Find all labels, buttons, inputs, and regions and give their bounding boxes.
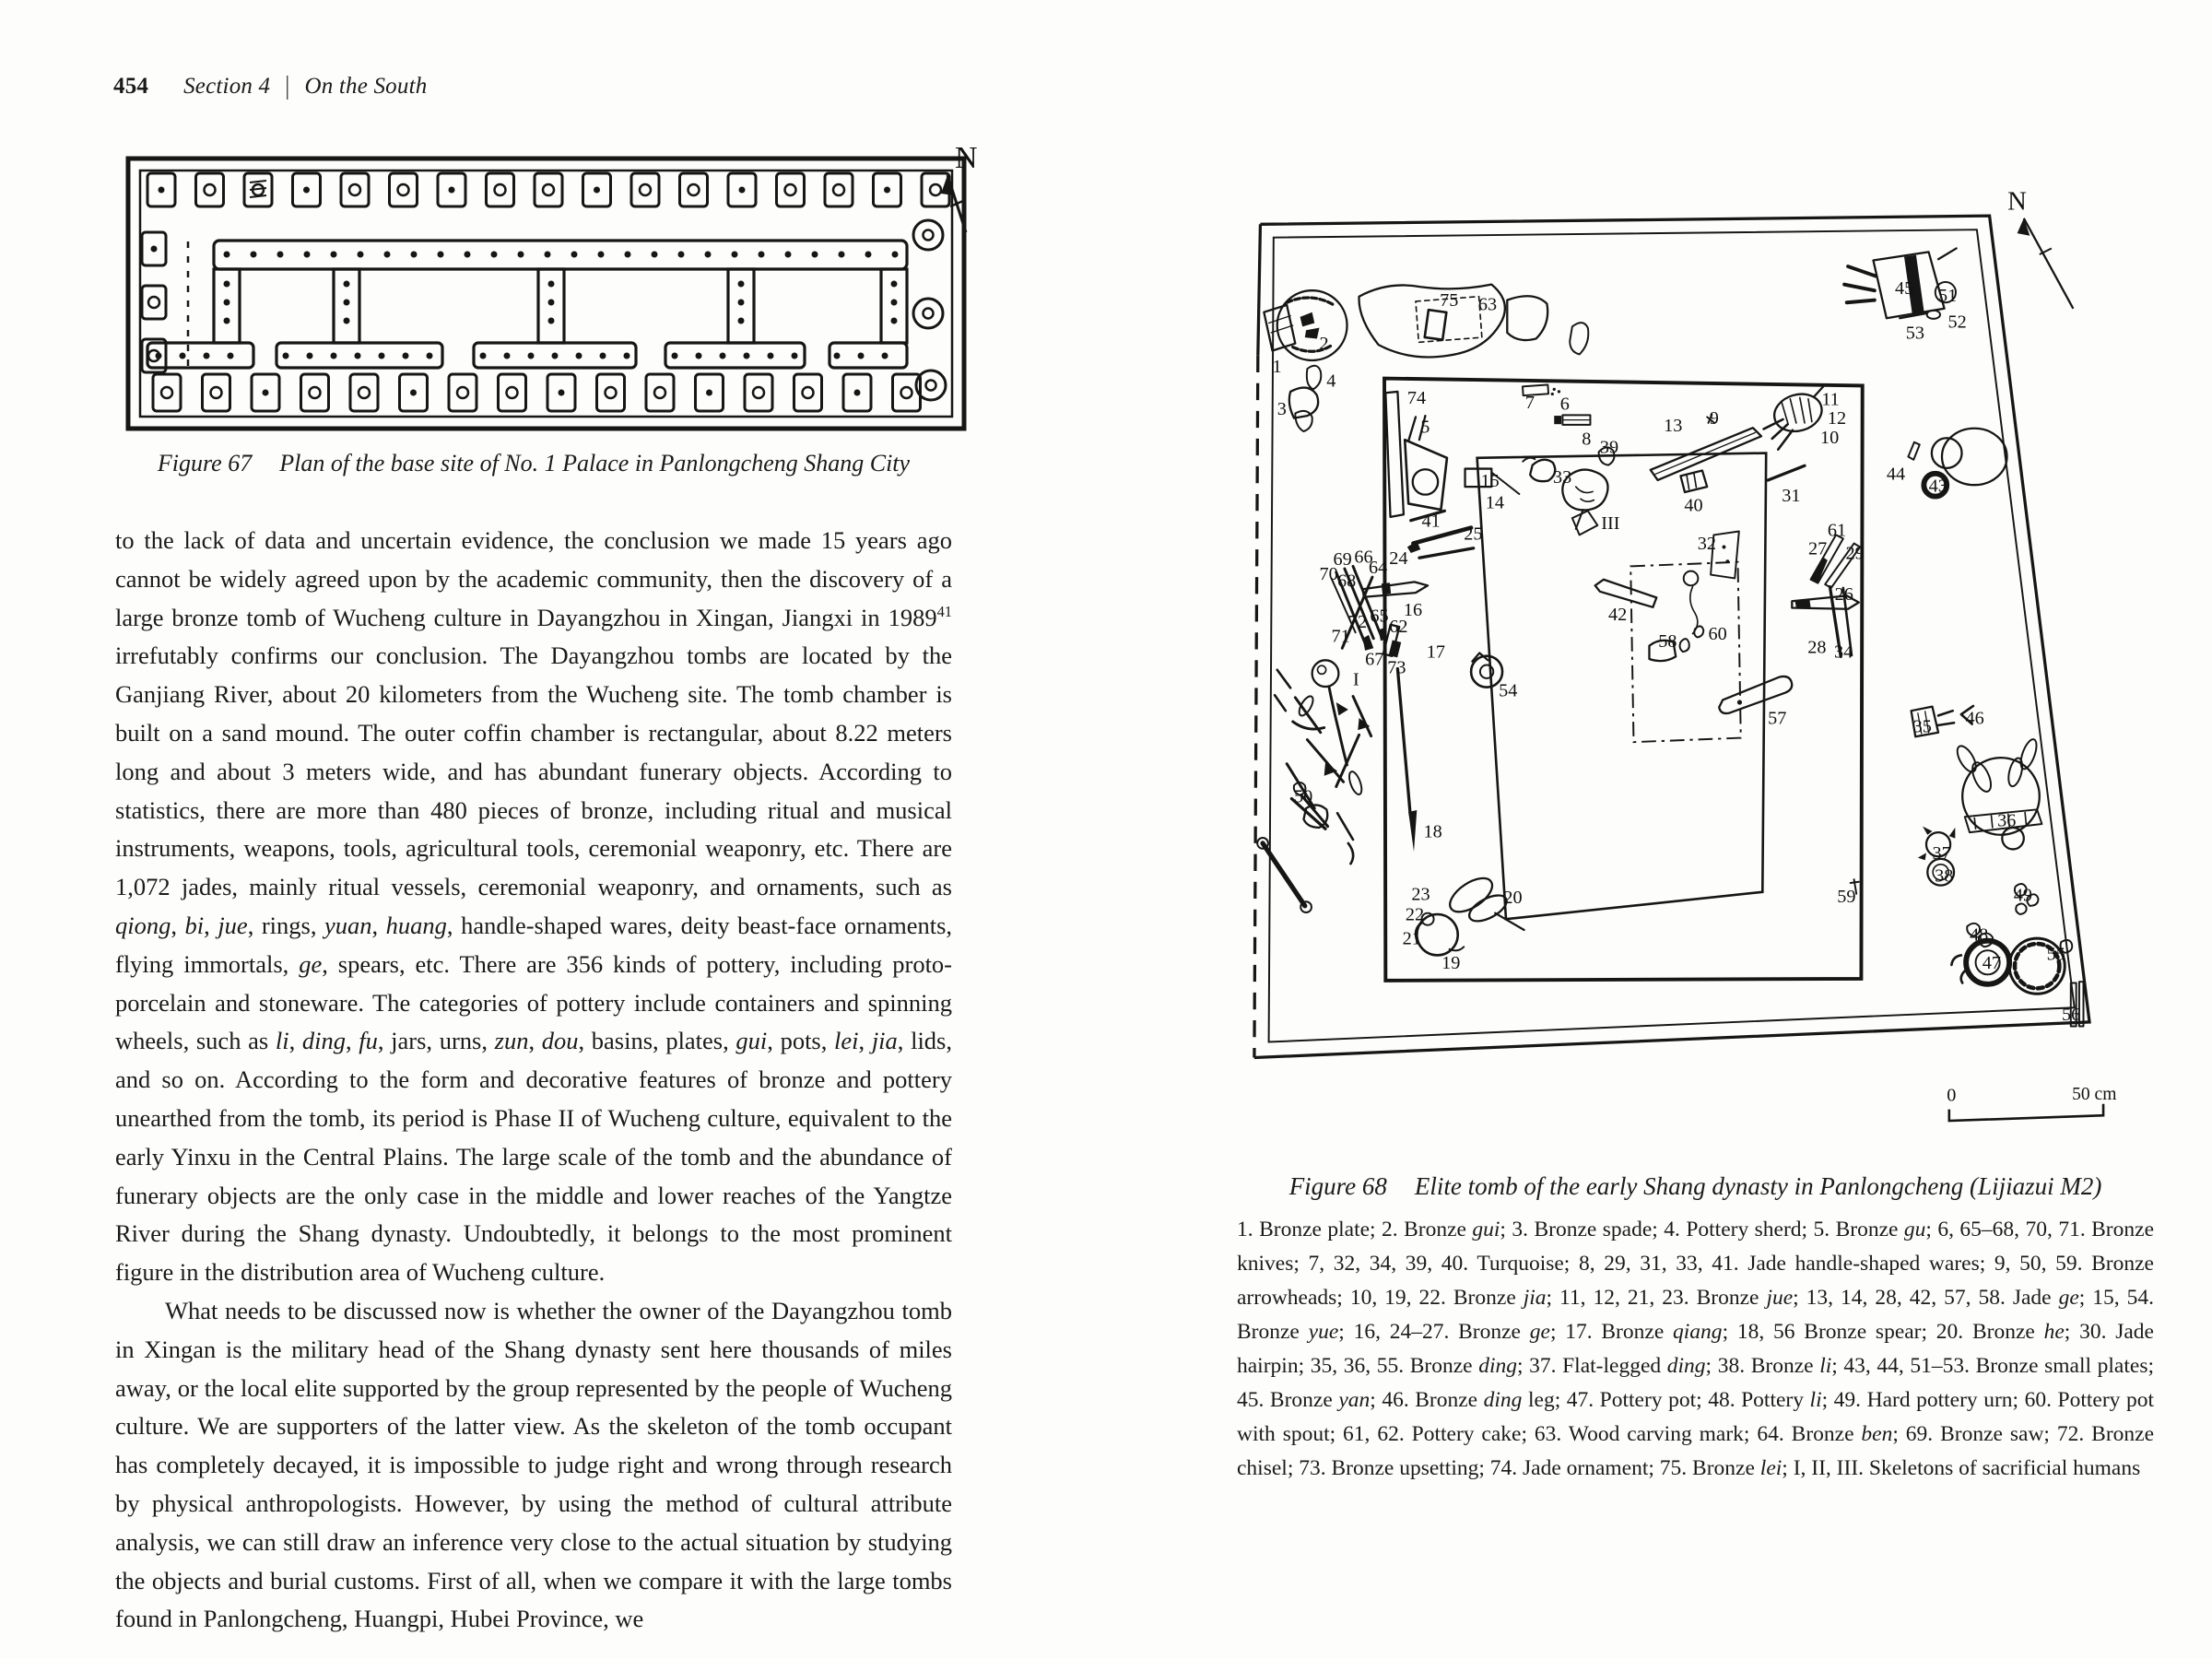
figure-number-label: 68 bbox=[1337, 571, 1357, 592]
figure-number-label: 61 bbox=[1827, 520, 1847, 541]
figure-number-label: 45 bbox=[1895, 278, 1914, 300]
figure-number-label: 41 bbox=[1421, 511, 1441, 532]
north-arrow-icon bbox=[2018, 218, 2074, 309]
figure-68-tomb-plan bbox=[1235, 157, 2166, 1161]
figure-number-label: 29 bbox=[1845, 543, 1865, 564]
figure-68-legend: 1. Bronze plate; 2. Bronze gui; 3. Bronze spade; 4. Pottery sherd; 5. Bronze gu; 6, 65–68, 70, 71. Bronze knives; 7, 32, 34, 39, 40. Turquoise; 8, 29, 31, 33, 41. Jade handle-shaped wares; 9, 50, 59. Bronze arrowheads; 10, 19, 22. Bronze jia; 11, 12, 21, 23. Bronze jue; 13, 14, 28, 42, 57, 58. Jade ge; 15, 54. Bronze yue; 16, 24–27. Bronze ge; 17. Bronze qiang; 18, 56 Bronze spear; 20. Bronze he; 30. Jade hairpin; 35, 36, 55. Bronze ding; 37. Flat-legged ding; 38. Bronze li; 43, 44, 51–53. Bronze small plates; 45. Bronze yan; 46. Bronze ding leg; 47. Pottery pot; 48. Pottery li; 49. Hard pottery urn; 60. Pottery pot with spout; 61, 62. Pottery cake; 63. Wood carving mark; 64. Bronze ben; 69. Bronze saw; 72. Bronze chisel; 73. Bronze upsetting; 74. Jade ornament; 75. Bronze lei; I, II, III. Skeletons of sacrificial humans bbox=[1237, 1218, 2155, 1480]
running-header bbox=[113, 71, 428, 100]
figure-number-label: 14 bbox=[1485, 492, 1505, 513]
jue-vessel bbox=[1764, 384, 1827, 450]
figure-number-label: 52 bbox=[1947, 312, 1967, 333]
figure-number-label: 13 bbox=[1664, 416, 1683, 437]
figure-number-label: 49 bbox=[2013, 885, 2032, 906]
figure-number-label: 50 cm bbox=[2072, 1085, 2117, 1105]
paragraph: to the lack of data and uncertain evidence, the conclusion we made 15 years ago cannot be widely agreed upon by the academic community, then the discovery of a large bronze tomb of Wucheng culture in Dayangzhou in Xingan, Jiangxi in 1989$^{41}$ irrefutably confirms our conclusion. The Dayangzhou tombs are located by the Ganjiang River, about 20 kilometers from the Wucheng site. The tomb chamber is built on a sand mound. The outer coffin chamber is rectangular, about 8.22 meters long and about 3 meters wide, and has abundant funerary objects. According to statistics, there are more than 480 pieces of bronze, including ritual and musical instruments, weapons, tools, agricultural tools, ceremonial weaponry, etc. There are 1,072 jades, mainly ritual vessels, ceremonial weaponry, and ornaments, such as qiong, bi, jue, rings, yuan, huang, handle-shaped wares, deity beast-face ornaments, flying immortals, ge, spears, etc. There are 356 kinds of pottery, including proto-porcelain and stoneware. The categories of pottery include containers and spinning wheels, such as li, ding, fu, jars, urns, zun, dou, basins, plates, gui, pots, lei, jia, lids, and so on. According to the form and decorative features of bronze and pottery unearthed from the tomb, its period is Phase II of Wucheng culture, equivalent to the early Yinxu in the Central Plains. The large scale of the tomb and the abundance of funerary objects are the only case in the middle and lower reaches of the Yangtze River during the Shang dynasty. Undoubtedly, it belongs to the most prominent figure in the distribution area of Wucheng culture. bbox=[115, 526, 953, 1287]
skeleton-I bbox=[1257, 660, 1371, 912]
header-separator: | bbox=[285, 71, 290, 100]
figure-number-label: 10 bbox=[1820, 428, 1840, 449]
figure-67-caption-label: Figure 67 bbox=[157, 450, 253, 477]
figure-number-label: 46 bbox=[1965, 708, 1984, 729]
figure-number-label: 55 bbox=[2046, 944, 2065, 965]
figure-number-label: 72 bbox=[1347, 612, 1368, 633]
figure-number-label: 17 bbox=[1426, 641, 1445, 663]
figure-number-label: 32 bbox=[1697, 534, 1716, 555]
ring-column-bases bbox=[913, 220, 946, 400]
scale-bar bbox=[1949, 1104, 2103, 1121]
figure-number-label: 8 bbox=[1582, 429, 1592, 450]
figure-number-label: 11 bbox=[1821, 389, 1840, 410]
figure-number-label: 67 bbox=[1365, 649, 1384, 670]
figure-number-label: 16 bbox=[1403, 599, 1423, 620]
chapter-title: On the South bbox=[304, 74, 428, 99]
figure-number-label: 39 bbox=[1599, 437, 1619, 458]
figure-number-label: 19 bbox=[1441, 952, 1461, 973]
figure-number-label: 57 bbox=[1768, 708, 1787, 729]
figure-68-caption bbox=[1237, 1172, 2154, 1201]
figure-number-label: 58 bbox=[1658, 630, 1677, 652]
figure-number-label: 0 bbox=[1947, 1085, 1957, 1106]
figure-number-label: 22 bbox=[1405, 904, 1425, 925]
figure-number-label: 59 bbox=[1837, 886, 1856, 907]
figure-number-label: 48 bbox=[1970, 924, 1989, 946]
figure-number-label: 20 bbox=[1503, 888, 1523, 909]
figure-number-label: 36 bbox=[1997, 810, 2017, 831]
figure-number-label: 44 bbox=[1886, 464, 1906, 485]
figure-number-label: 25 bbox=[1464, 524, 1483, 545]
figure-number-label: 7 bbox=[1524, 393, 1535, 414]
figure-number-label: 40 bbox=[1684, 495, 1703, 516]
figure-number-label: 2 bbox=[1319, 334, 1329, 355]
figure-number-label: 9 bbox=[1709, 408, 1719, 429]
figure-number-label: 42 bbox=[1608, 605, 1628, 626]
figure-68-caption-text: Elite tomb of the early Shang dynasty in Panlongcheng (Lijiazui M2) bbox=[1414, 1172, 2102, 1200]
figure-number-label: 27 bbox=[1807, 538, 1828, 559]
figure-number-label: 50 bbox=[1294, 786, 1313, 807]
figure-number-label: 5 bbox=[1420, 417, 1430, 438]
figure-number-label: 75 bbox=[1440, 290, 1459, 312]
figure-number-label: 54 bbox=[1499, 680, 1518, 701]
figure-number-label: 12 bbox=[1827, 408, 1847, 429]
body-text bbox=[115, 522, 952, 1639]
figure-number-label: 33 bbox=[1552, 467, 1572, 488]
figure-number-label: N bbox=[955, 141, 978, 175]
figure-number-label: 73 bbox=[1387, 657, 1406, 678]
figure-number-label: 53 bbox=[1905, 323, 1925, 344]
figure-number-label: N bbox=[2007, 186, 2027, 217]
figure-number-label: 63 bbox=[1477, 294, 1498, 315]
figure-number-label: 70 bbox=[1319, 563, 1338, 584]
figure-number-label: 1 bbox=[1272, 357, 1282, 378]
figure-number-label: III bbox=[1601, 512, 1620, 534]
figure-number-label: 26 bbox=[1834, 583, 1853, 605]
figure-number-label: 47 bbox=[1982, 952, 2001, 973]
figure-number-label: 4 bbox=[1326, 371, 1336, 392]
figure-number-label: 18 bbox=[1423, 821, 1442, 842]
figure-number-label: 15 bbox=[1480, 471, 1500, 492]
figure-number-label: 3 bbox=[1277, 398, 1287, 419]
figure-number-label: 43 bbox=[1928, 476, 1947, 497]
figure-number-label: 6 bbox=[1559, 394, 1570, 415]
figure-number-label: 66 bbox=[1354, 547, 1373, 568]
figure-number-label: 28 bbox=[1807, 637, 1827, 658]
figure-number-label: 31 bbox=[1782, 485, 1801, 506]
figure-number-label: 37 bbox=[1932, 842, 1951, 864]
inner-coffin bbox=[1477, 453, 1767, 920]
figure-number-label: 51 bbox=[1938, 285, 1958, 306]
figure-number-label: 74 bbox=[1406, 388, 1427, 409]
figure-67-caption-text: Plan of the base site of No. 1 Palace in Panlongcheng Shang City bbox=[279, 450, 911, 477]
figure-number-label: 56 bbox=[2061, 1004, 2081, 1025]
figure-67-caption bbox=[115, 450, 952, 477]
figure-number-label: 60 bbox=[1708, 624, 1727, 645]
figure-67-palace-plan bbox=[111, 141, 995, 433]
waist-pit bbox=[1630, 562, 1741, 742]
figure-number-label: 69 bbox=[1333, 549, 1352, 571]
figure-number-label: I bbox=[1353, 669, 1359, 690]
vessel-cluster bbox=[1416, 872, 1524, 956]
page-number: 454 bbox=[113, 74, 149, 99]
paragraph: What needs to be discussed now is whether the owner of the Dayangzhou tomb in Xingan is the military head of the Shang dynasty sent here thousands of miles away, or the local elite supported by the group represented by the people of Wucheng culture. We are supporters of the latter view. As the skeleton of the tomb occupant has completely decayed, it is impossible to judge right and wrong through research by physical anthropologists. However, by using the method of cultural attribute analysis, we can still draw an inference very close to the actual situation by studying the objects and burial customs. First of all, when we compare it with the large tombs found in Panlongcheng, Huangpi, Hubei Province, we bbox=[115, 1296, 952, 1633]
figure-number-label: 21 bbox=[1402, 928, 1421, 949]
figure-number-label: 34 bbox=[1834, 641, 1853, 663]
figure-number-label: 35 bbox=[1912, 716, 1932, 737]
figure-number-label: 38 bbox=[1935, 865, 1954, 887]
section-title: Section 4 bbox=[183, 74, 271, 99]
figure-number-label: 65 bbox=[1370, 606, 1389, 627]
figure-number-label: 62 bbox=[1389, 617, 1408, 638]
figure-number-label: 24 bbox=[1389, 547, 1408, 569]
figure-number-label: 71 bbox=[1331, 626, 1350, 647]
figure-number-label: 23 bbox=[1411, 884, 1430, 905]
figure-number-label: 64 bbox=[1369, 558, 1388, 579]
figure-68-caption-label: Figure 68 bbox=[1288, 1172, 1387, 1200]
